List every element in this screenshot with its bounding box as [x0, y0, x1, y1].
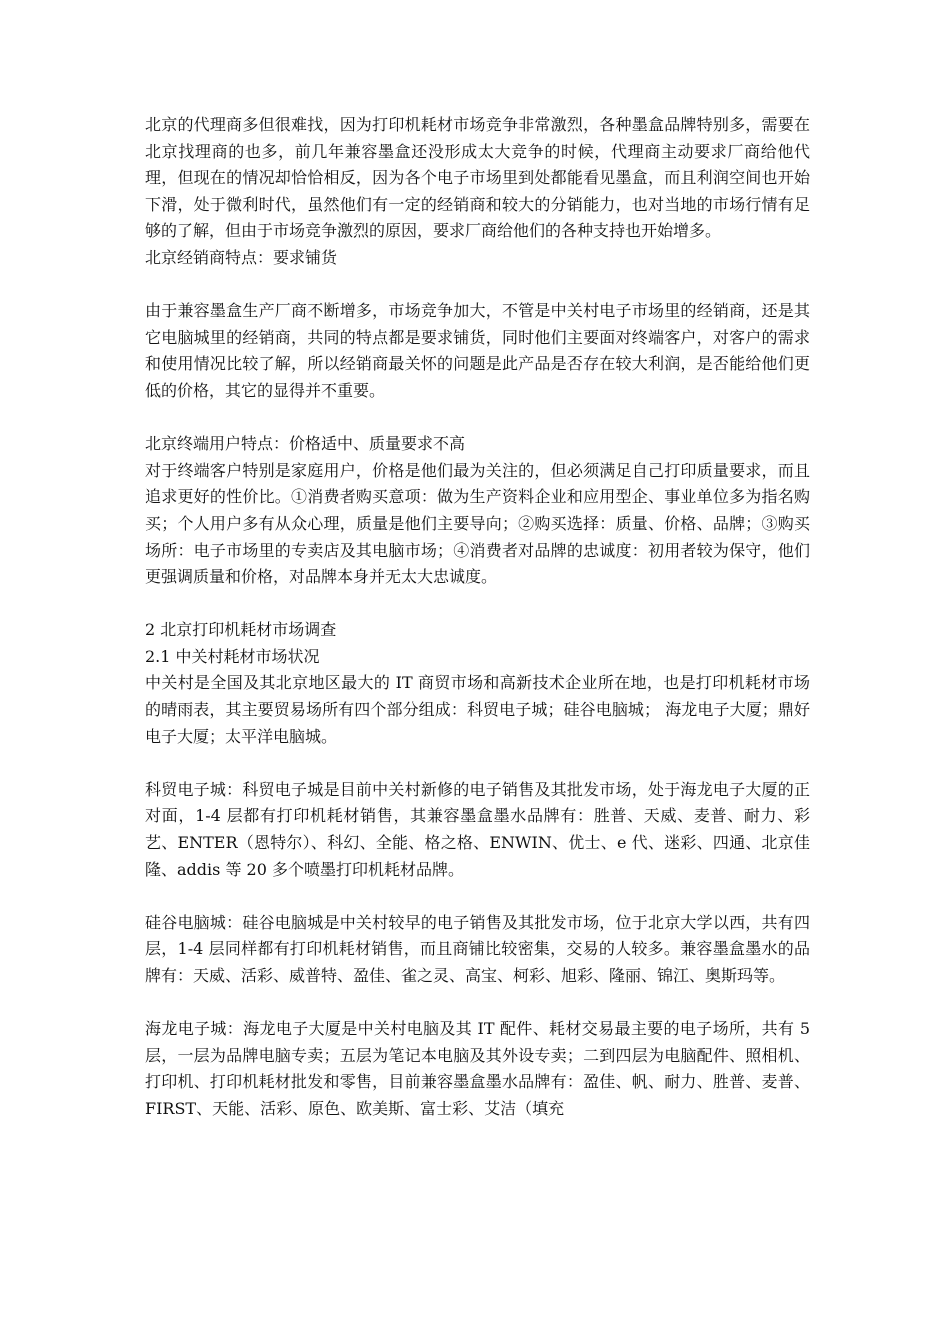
- blank-line: [145, 883, 810, 910]
- paragraph-hailong-electronics: 海龙电子城：海龙电子大厦是中关村电脑及其 IT 配件、耗材交易最主要的电子场所，共有 5 层，一层为品牌电脑专卖；五层为笔记本电脑及其外设专卖；二到四层为电脑配件、照相机、打印机、打印机耗材批发和零售，目前兼容墨盒墨水品牌有：盈佳、帆、耐力、胜普、麦普、FIRST、天能、活彩、原色、欧美斯、富士彩、艾洁（填充: [145, 1019, 810, 1118]
- document-body: [145, 112, 810, 1123]
- section-heading-market-survey: 2 北京打印机耗材市场调查: [145, 620, 337, 640]
- paragraph-beijing-agents: 北京的代理商多但很难找，因为打印机耗材市场竞争非常激烈，各种墨盒品牌特别多，需要在北京找理商的也多，前几年兼容墨盒还没形成太大竞争的时候，代理商主动要求厂商给他代理，但现在的情况却恰恰相反，因为各个电子市场里到处都能看见墨盒，而且利润空间也开始下滑，处于微利时代，虽然他们有一定的经销商和较大的分销能力，也对当地的市场行情有足够的了解，但由于市场竞争激烈的原因，要求厂商给他们的各种支持也开始增多。: [145, 115, 810, 241]
- paragraph-guigu-computer-city: 硅谷电脑城：硅谷电脑城是中关村较早的电子销售及其批发市场，位于北京大学以西，共有四层，1-4 层同样都有打印机耗材销售，而且商铺比较密集，交易的人较多。兼容墨盒墨水的品牌有：天威、活彩、威普特、盈佳、雀之灵、高宝、柯彩、旭彩、隆丽、锦江、奥斯玛等。: [145, 912, 810, 985]
- subsection-heading-zhongguancun: 2.1 中关村耗材市场状况: [145, 646, 320, 666]
- paragraph-distributor-details: 由于兼容墨盒生产厂商不断增多，市场竞争加大，不管是中关村电子市场里的经销商，还是其它电脑城里的经销商，共同的特点都是要求铺货，同时他们主要面对终端客户，对客户的需求和使用情况比较了解，所以经销商最关怀的问题是此产品是否存在较大利润，是否能给他们更低的价格，其它的显得并不重要。: [145, 301, 810, 400]
- paragraph-kemao-electronics: 科贸电子城：科贸电子城是目前中关村新修的电子销售及其批发市场，处于海龙电子大厦的正对面，1-4 层都有打印机耗材销售，其兼容墨盒墨水品牌有：胜普、天威、麦普、耐力、彩艺、ENTER（恩特尔）、科幻、全能、格之格、ENWIN、优士、e 代、迷彩、四通、北京佳隆、addis 等 20 多个喷墨打印机耗材品牌。: [145, 779, 810, 879]
- blank-line: [145, 990, 810, 1017]
- heading-distributor-features: 北京经销商特点：要求铺货: [145, 247, 338, 267]
- blank-line: [145, 591, 810, 618]
- blank-line: [145, 405, 810, 432]
- paragraph-zhongguancun-overview: 中关村是全国及其北京地区最大的 IT 商贸市场和高新技术企业所在地，也是打印机耗材市场的晴雨表，其主要贸易场所有四个部分组成：科贸电子城；硅谷电脑城； 海龙电子大厦；鼎好电子大厦；太平洋电脑城。: [145, 673, 810, 746]
- heading-end-user-features: 北京终端用户特点：价格适中、质量要求不高: [145, 434, 466, 454]
- blank-line: [145, 272, 810, 299]
- blank-line: [145, 750, 810, 777]
- paragraph-end-user-details: 对于终端客户特别是家庭用户，价格是他们最为关注的，但必须满足自己打印质量要求，而且追求更好的性价比。①消费者购买意项：做为生产资料企业和应用型企、事业单位多为指名购买；个人用户多有从众心理，质量是他们主要导向；②购买选择：质量、价格、品牌；③购买场所：电子市场里的专卖店及其电脑市场；④消费者对品牌的忠诚度：初用者较为保守，他们更强调质量和价格，对品牌本身并无太大忠诚度。: [145, 460, 810, 587]
